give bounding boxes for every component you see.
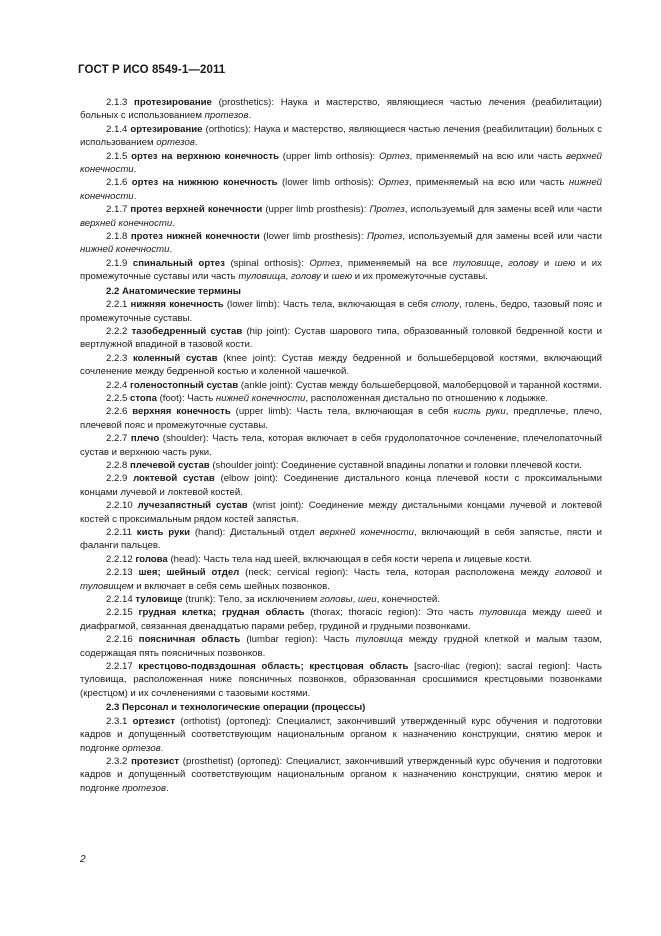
term-name: протез нижней конечности: [130, 231, 260, 243]
text-run: , конечностей.: [376, 594, 440, 606]
text-run: 2.2.2: [106, 325, 132, 337]
text-run: (ankle joint): Сустав между большеберцовой, малоберцовой и таранной костями.: [238, 379, 602, 391]
term-reference: голову: [508, 257, 539, 269]
text-run: 2.2.17: [106, 661, 139, 673]
text-run: (foot): Часть: [156, 392, 216, 404]
text-run: (hip joint): Сустав шарового типа, образованный головкой бедренной кости и вертлужной впадиной в тазовой кости.: [80, 325, 602, 351]
text-run: между: [526, 607, 567, 619]
text-run: (prosthetist) (ортопед): Специалист, закончивший утвержденный курс обучения и подготовки кадров и допущенный соответствующим национальным органом к назначению конструкции, снятию мерок и подгонке: [80, 755, 602, 794]
text-run: (lower limb orthosis):: [277, 177, 379, 189]
text-run: (trunk): Тело, за исключением: [182, 594, 321, 606]
term-reference: верхней конечности: [319, 527, 414, 538]
term-name: кисть руки: [136, 527, 191, 538]
term-reference: голову: [290, 271, 321, 283]
term-name: протезист: [131, 755, 180, 767]
term-definition: [80, 593, 602, 606]
text-run: 2.1.8: [106, 231, 131, 243]
term-definition: [80, 499, 602, 526]
term-name: голеностопный сустав: [130, 379, 239, 391]
text-run: и включает в себя семь шейных позвонков.: [133, 580, 330, 592]
term-definition: [80, 755, 602, 795]
text-run: (orthotist) (ортопед): Специалист, закончивший утвержденный курс обучения и подготовки кадров и допущенный соответствующим национальным органом к назначению конструкции, снятию мерок и подгонке: [80, 715, 602, 754]
term-definition: [80, 325, 602, 352]
term-reference: туловище: [453, 257, 501, 269]
text-run: и: [590, 567, 602, 579]
term-name: туловище: [135, 594, 183, 606]
term-reference: стопу: [431, 299, 460, 311]
text-run: 2.2.13: [106, 567, 139, 579]
term-reference: верхней конечности: [80, 150, 602, 176]
text-run: , предплечье, плечо, плечевой пояс и промежуточные суставы.: [80, 406, 602, 431]
text-run: 2.2.9: [106, 473, 134, 485]
term-name: тазобедренный сустав: [131, 325, 243, 337]
text-run: 2.2.6: [106, 406, 133, 418]
term-definition: [80, 405, 602, 432]
text-run: 2.1.5: [106, 150, 132, 162]
text-run: 2.2.4: [106, 379, 131, 391]
text-run: и: [320, 271, 332, 283]
text-run: (orthotics): Наука и мастерство, являющиеся частью лечения (реабилитации) больных с использованием: [80, 123, 602, 149]
text-run: 2.1.3: [106, 97, 135, 108]
text-run: .: [248, 110, 252, 122]
term-name: протезирование: [134, 97, 212, 108]
text-run: (wrist joint): Соединение между дистальными концами лучевой и локтевой костей с проксимальным рядом костей запястья.: [80, 500, 602, 525]
text-run: 2.1.9: [106, 257, 133, 269]
term-reference: головы: [320, 594, 353, 606]
term-reference: Ортез: [379, 150, 410, 162]
text-run: 2.3.1: [106, 715, 133, 727]
text-run: ,: [285, 271, 291, 283]
document-body: [80, 96, 602, 795]
term-definition: [80, 379, 602, 392]
term-name: плечевой сустав: [130, 459, 210, 471]
text-run: (shoulder): Часть тела, которая включает в себя грудолопаточное сочленение, плечелопаточный сустав и верхнюю часть руки.: [80, 433, 602, 458]
term-name: лучезапястный сустав: [137, 500, 248, 512]
term-reference: туловища: [238, 271, 286, 283]
term-reference: нижней конечности: [80, 177, 602, 202]
term-reference: нижней конечности: [80, 244, 170, 256]
text-run: 2.3 Персонал и технологические операции (процессы): [106, 702, 366, 714]
term-reference: туловища: [355, 634, 403, 646]
text-run: [sacro-iliac (region); sacral region]: Часть туловища, расположенная ниже поясничных позвонков, образованная сросшимися крестцовыми позвонками (крестцом) и их сочленениями с тазовыми костями.: [80, 661, 602, 699]
term-definition: [80, 150, 602, 177]
term-reference: головой: [554, 567, 591, 579]
text-run: 2.2.1: [106, 299, 131, 311]
text-run: .: [160, 742, 164, 754]
text-run: 2.2.12: [106, 553, 136, 565]
term-name: ортез на верхнюю конечность: [131, 150, 279, 162]
text-run: 2.2.8: [106, 459, 131, 471]
section-heading: [80, 285, 602, 298]
text-run: (knee joint): Сустав между бедренной и большеберцовой костями, включающий сочленение между бедренной костью и коленной чашечкой.: [80, 352, 602, 378]
text-run: (elbow joint): Соединение дистального конца плечевой кости с проксимальными концами лучевой и локтевой костей.: [80, 473, 603, 498]
text-run: (upper limb): Часть тела, включающая в себя: [230, 406, 454, 418]
text-run: (head): Часть тела над шеей, включающая в себя кости черепа и лицевые кости.: [167, 553, 533, 565]
term-definition: [80, 392, 602, 405]
page-number: 2: [80, 854, 86, 865]
text-run: (lumbar region): Часть: [240, 634, 356, 646]
term-name: шея; шейный отдел: [138, 567, 240, 579]
term-name: протез верхней конечности: [130, 204, 263, 216]
term-reference: ортезов: [156, 137, 195, 149]
term-reference: ортезов: [122, 742, 161, 754]
term-name: ортезист: [132, 715, 175, 727]
text-run: и диафрагмой, связанная двенадцатью парами ребер, грудиной и грудными позвонками.: [80, 607, 602, 632]
term-name: голова: [135, 553, 168, 565]
text-run: 2.3.2: [106, 755, 132, 767]
term-name: крестцово-подвздошная область; крестцовая область: [138, 661, 409, 673]
term-name: грудная клетка; грудная область: [138, 607, 305, 619]
text-run: ,: [500, 257, 509, 269]
text-run: 2.2.7: [106, 433, 131, 445]
term-definition: [80, 96, 602, 123]
text-run: , голень, бедро, тазовый пояс и промежуточные суставы.: [80, 299, 602, 324]
term-definition: [80, 257, 602, 284]
term-reference: протезов: [122, 782, 167, 794]
text-run: , используемый для замены всей или части: [404, 204, 602, 216]
term-definition: [80, 633, 602, 660]
text-run: 2.2.16: [106, 634, 139, 646]
text-run: 2.2 Анатомические термины: [106, 285, 241, 297]
section-heading: [80, 701, 602, 714]
term-definition: [80, 352, 602, 379]
text-run: .: [194, 137, 198, 149]
text-run: .: [133, 164, 137, 176]
term-definition: [80, 432, 602, 459]
text-run: (neck; cervical region): Часть тела, которая расположена между: [239, 567, 555, 579]
text-run: (thorax; thoracic region): Это часть: [304, 607, 480, 619]
term-definition: [80, 203, 602, 230]
term-name: плечо: [130, 433, 160, 445]
document-header: ГОСТ Р ИСО 8549-1—2011: [78, 64, 226, 76]
text-run: 2.2.3: [106, 352, 133, 364]
text-run: между грудной клеткой и малым тазом, содержащая пять поясничных позвонков.: [80, 634, 602, 659]
text-run: , применяемый на все: [339, 257, 453, 269]
text-run: 2.2.14: [106, 594, 136, 606]
text-run: .: [169, 244, 173, 256]
term-name: верхняя конечность: [132, 406, 231, 418]
term-reference: туловищем: [80, 580, 134, 592]
text-run: и их промежуточные суставы или часть: [80, 257, 602, 283]
term-reference: Ортез: [309, 257, 340, 269]
term-definition: [80, 566, 602, 593]
text-run: (lower limb): Часть тела, включающая в себя: [223, 299, 432, 311]
text-run: .: [166, 782, 169, 794]
text-run: (lower limb prosthesis):: [259, 231, 368, 243]
text-run: и: [538, 257, 555, 269]
text-run: , применяемый на всю или часть: [409, 150, 567, 162]
term-reference: шеи: [357, 594, 377, 606]
term-name: коленный сустав: [132, 352, 218, 364]
term-reference: верхней конечности: [80, 217, 173, 229]
text-run: 2.1.6: [106, 177, 132, 189]
term-reference: кисть руки: [453, 406, 506, 418]
term-definition: [80, 606, 602, 633]
term-reference: протезов: [204, 110, 249, 122]
text-run: , расположенная дистально по отношению к лодыжке.: [305, 392, 549, 404]
text-run: (upper limb orthosis):: [278, 150, 380, 162]
text-run: 2.2.5: [106, 392, 131, 404]
term-reference: Протез: [369, 204, 405, 216]
term-reference: шею: [331, 271, 353, 283]
term-definition: [80, 459, 602, 472]
term-name: поясничная область: [138, 634, 241, 646]
term-reference: шеей: [566, 607, 591, 619]
term-definition: [80, 526, 602, 553]
term-reference: Ортез: [378, 177, 409, 189]
term-name: нижняя конечность: [130, 299, 224, 311]
term-reference: нижней конечности: [215, 392, 306, 404]
text-run: (hand): Дистальный отдел: [190, 527, 320, 538]
text-run: 2.2.10: [106, 500, 138, 512]
text-run: , используемый для замены всей или части: [402, 231, 602, 243]
term-reference: шею: [554, 257, 576, 269]
term-name: локтевой сустав: [133, 473, 215, 485]
text-run: 2.2.11: [106, 527, 137, 538]
text-run: , применяемый на всю или часть: [408, 177, 569, 189]
text-run: .: [172, 217, 175, 229]
term-definition: [80, 660, 602, 700]
text-run: 2.2.15: [106, 607, 139, 619]
text-run: , включающий в себя запястье, пясти и фаланги пальцев.: [80, 527, 602, 552]
term-definition: [80, 176, 602, 203]
term-definition: [80, 298, 602, 325]
text-run: и их промежуточные суставы.: [352, 271, 488, 283]
term-name: стопа: [130, 392, 157, 404]
term-name: спинальный ортез: [132, 257, 225, 269]
text-run: (prosthetics): Наука и мастерство, являющиеся частью лечения (реабилитации) больных с использованием: [80, 97, 602, 122]
term-name: ортез на нижнюю конечность: [131, 177, 278, 189]
term-definition: [80, 715, 602, 755]
text-run: 2.1.4: [106, 123, 131, 135]
text-run: .: [133, 190, 137, 202]
term-definition: [80, 472, 602, 499]
text-run: (upper limb prosthesis):: [262, 204, 370, 216]
term-name: ортезирование: [130, 123, 203, 135]
term-reference: Протез: [367, 231, 403, 243]
term-definition: [80, 230, 602, 257]
text-run: (spinal orthosis):: [224, 257, 310, 269]
text-run: ,: [352, 594, 358, 606]
term-definition: [80, 553, 602, 566]
text-run: 2.1.7: [106, 204, 131, 216]
term-reference: туловища: [479, 607, 527, 619]
term-definition: [80, 123, 602, 150]
text-run: (shoulder joint): Соединение суставной впадины лопатки и головки плечевой кости.: [209, 459, 583, 471]
